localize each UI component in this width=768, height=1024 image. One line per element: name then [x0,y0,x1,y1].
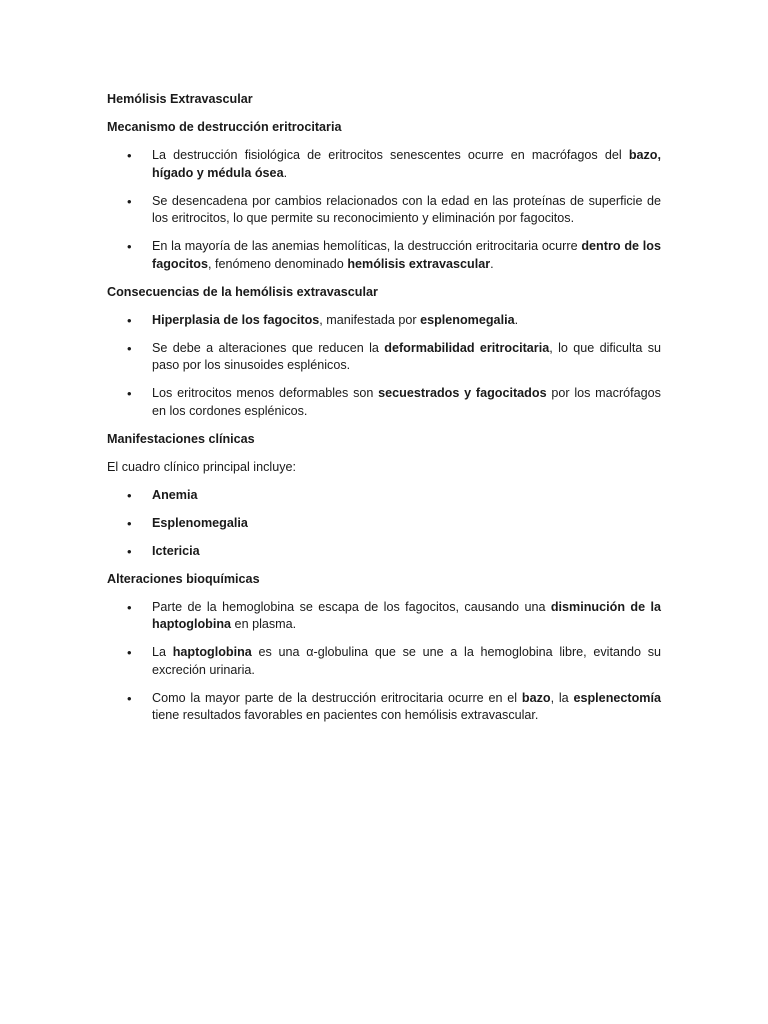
bullet-icon: • [127,193,132,209]
list-item: • Anemia [127,487,198,503]
list-item: • Esplenomegalia [127,515,248,531]
bullet-list-manifestaciones [107,487,661,561]
bullet-list-mecanismo [107,147,661,273]
list-item: • Los eritrocitos menos deformables son secuestrados y fagocitados por los macrófagos en los cordones esplénicos. [127,386,661,418]
section-intro: El cuadro clínico principal incluye: [107,459,296,474]
bullet-icon: • [127,515,132,531]
list-item: • Como la mayor parte de la destrucción eritrocitaria ocurre en el bazo, la esplenectomía tiene resultados favorables en pacientes con hemólisis extravascular. [127,690,661,722]
bullet-list-consecuencias [107,312,661,421]
bullet-icon: • [127,690,132,706]
list-item: • En la mayoría de las anemias hemolíticas, la destrucción eritrocitaria ocurre dentro de los fagocitos, fenómeno denominado hemólisis extravascular. [127,239,661,271]
bullet-icon: • [127,487,132,503]
bullet-icon: • [127,312,132,328]
section-heading-manifestaciones: Manifestaciones clínicas [107,431,255,446]
list-item: • Se debe a alteraciones que reducen la deformabilidad eritrocitaria, lo que dificulta su paso por los sinusoides esplénicos. [127,340,662,372]
bullet-icon: • [127,386,132,401]
bullet-icon: • [127,543,132,559]
list-item: • La haptoglobina es una α-globulina que se une a la hemoglobina libre, evitando su excreción urinaria. [127,645,662,677]
document-title: Hemólisis Extravascular [107,92,253,106]
section-heading-consecuencias: Consecuencias de la hemólisis extravascular [107,284,378,299]
bullet-list-alteraciones [107,599,661,725]
section-heading-mecanismo: Mecanismo de destrucción eritrocitaria [107,120,342,134]
list-item: • Hiperplasia de los fagocitos, manifestada por esplenomegalia. [127,312,519,328]
bullet-icon: • [127,239,132,254]
bullet-icon: • [127,599,132,615]
list-item: • Se desencadena por cambios relacionados con la edad en las proteínas de superficie de los eritrocitos, lo que permite su reconocimiento y eliminación por fagocitos. [127,193,661,225]
list-item: • Ictericia [127,543,200,559]
list-item: • Parte de la hemoglobina se escapa de los fagocitos, causando una disminución de la haptoglobina en plasma. [127,599,661,631]
document-page [107,91,661,735]
list-item: • La destrucción fisiológica de eritrocitos senescentes ocurre en macrófagos del bazo, hígado y médula ósea. [127,148,661,180]
bullet-icon: • [127,148,132,163]
bullet-icon: • [127,645,132,660]
section-heading-alteraciones: Alteraciones bioquímicas [107,571,260,586]
bullet-icon: • [127,340,132,356]
